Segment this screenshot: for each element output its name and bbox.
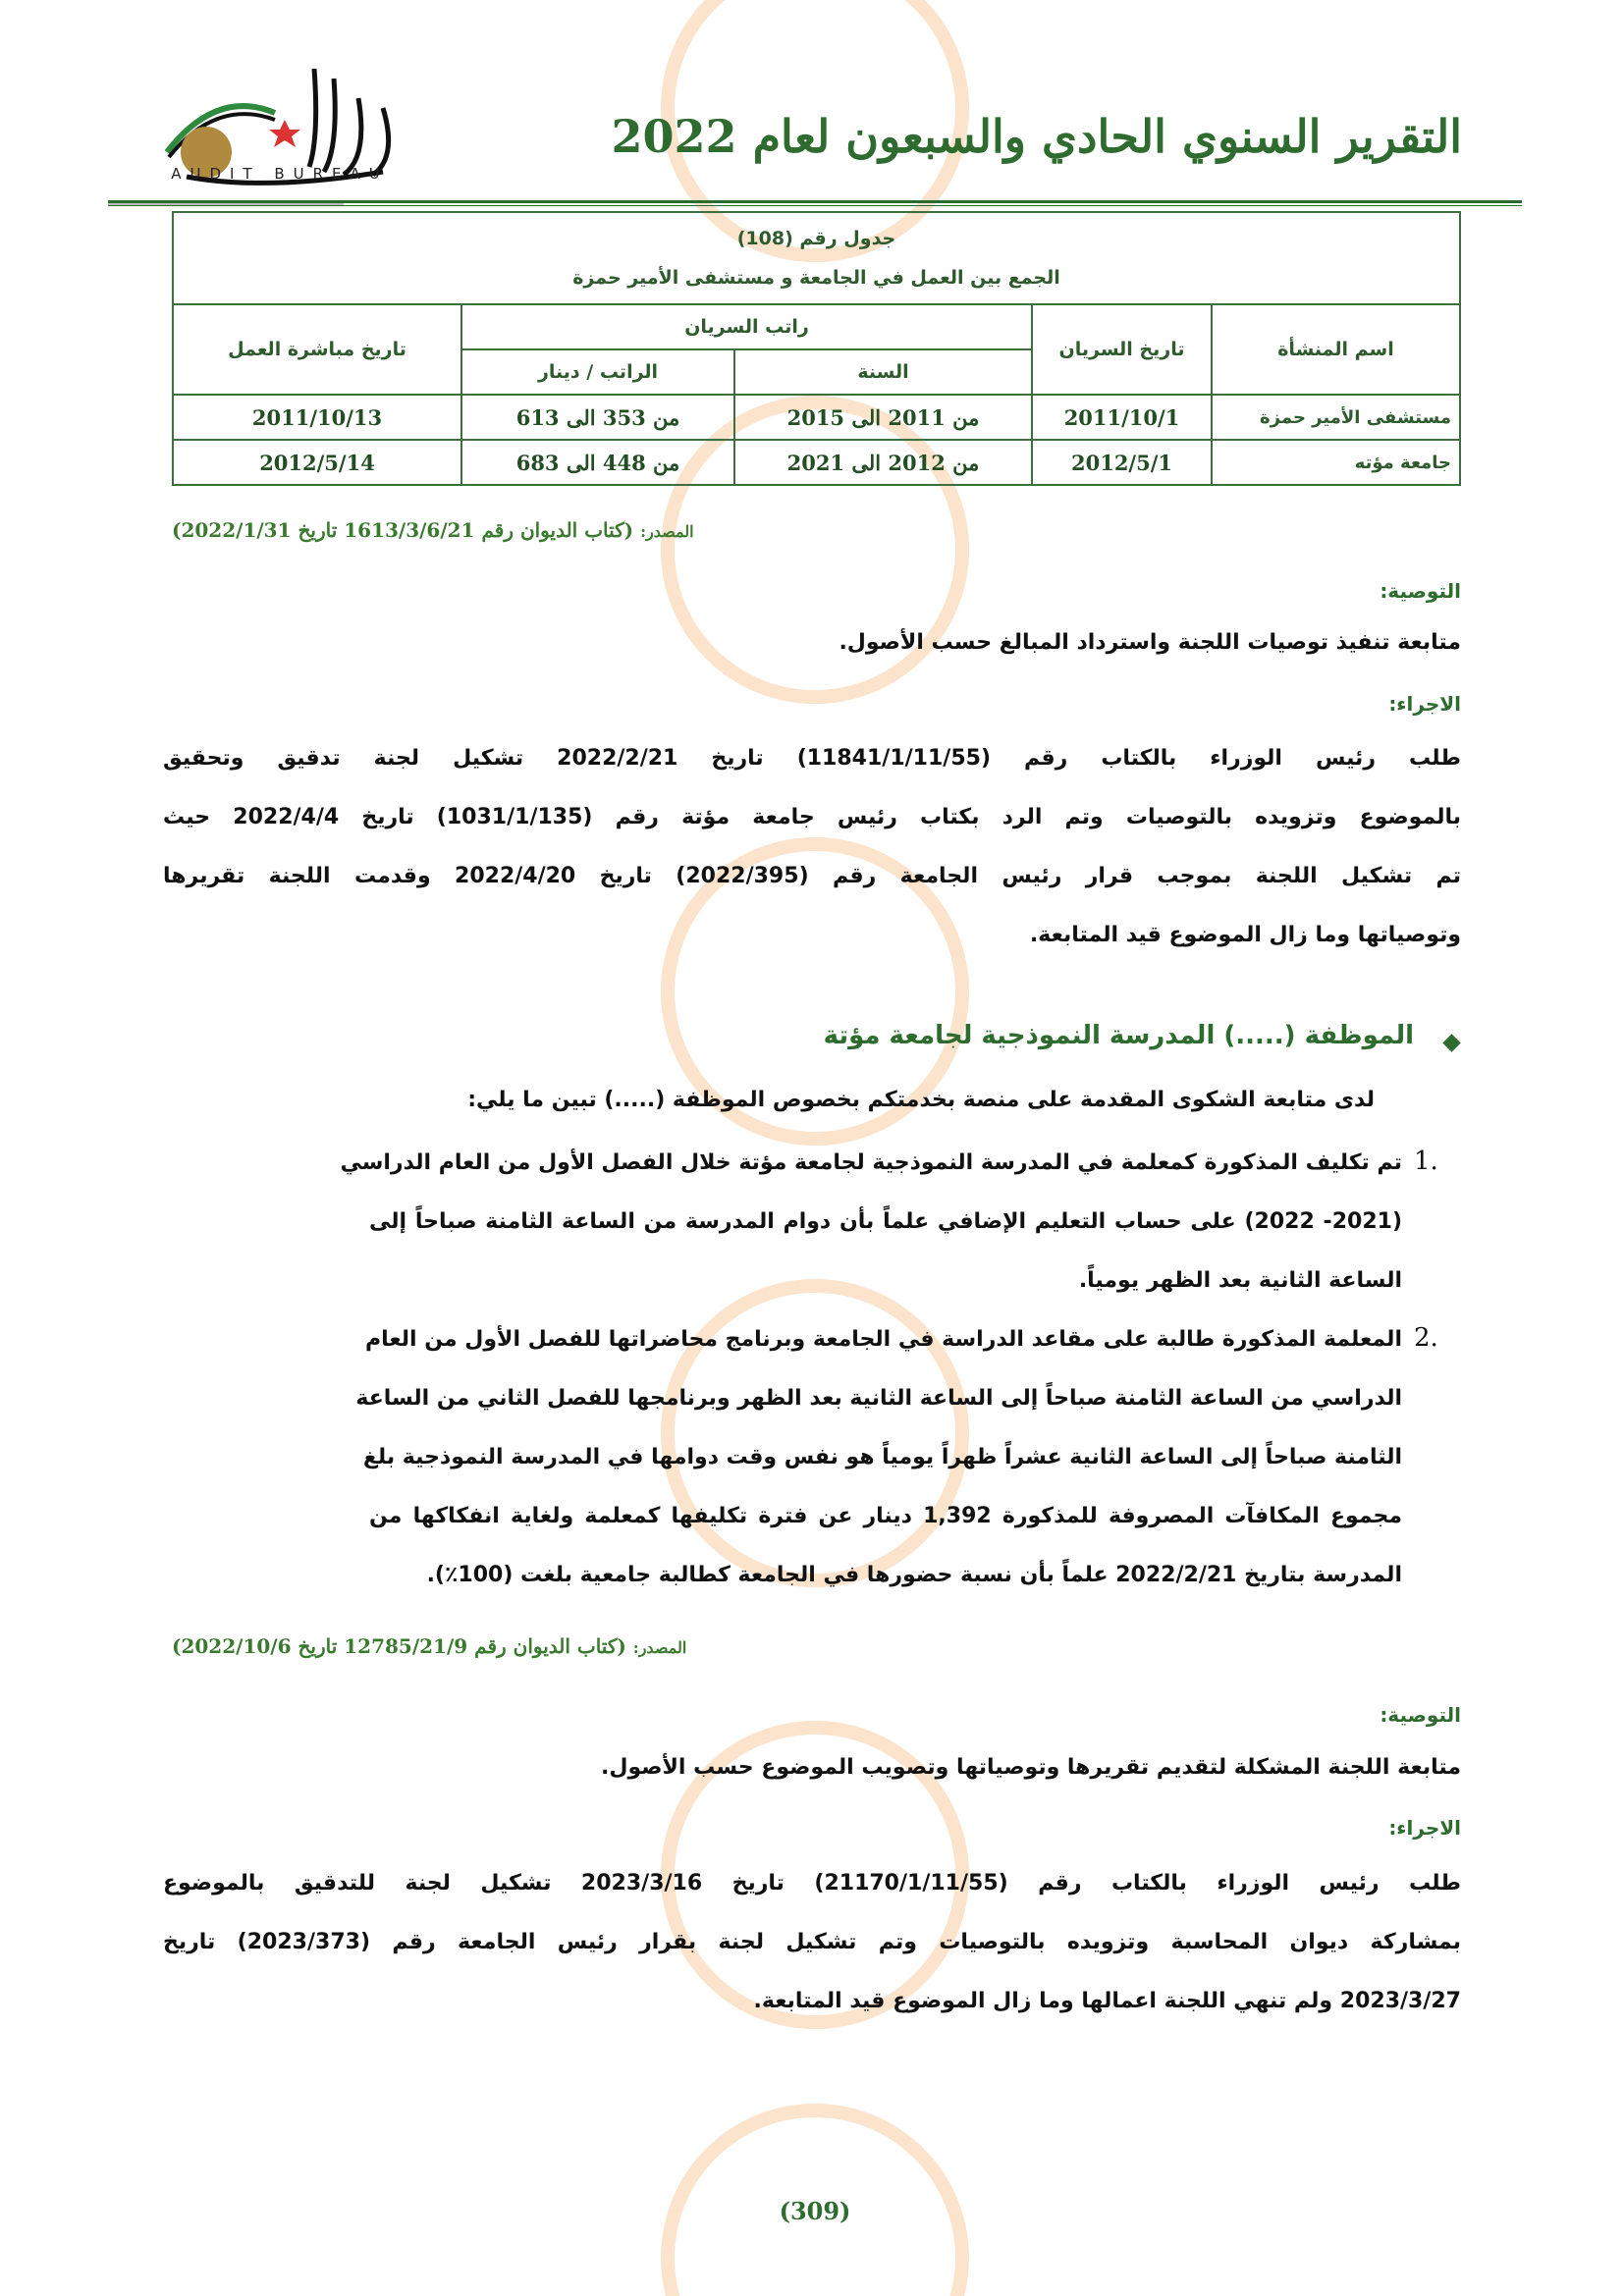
intro-text: لدى متابعة الشكوى المقدمة على منصة بخدمتكم بخصوص الموظفة (.....) تبين ما يلي: <box>467 1088 1375 1112</box>
table-row <box>173 395 1460 440</box>
report-title: التقرير السنوي الحادي والسبعون لعام 2022 <box>611 110 1462 163</box>
action-label: الاجراء: <box>1388 1816 1461 1840</box>
item-line: مجموع المكافآت المصروفة للمذكورة 1,392 دينار عن فترة تكليفها كمعلمة ولغاية انفكاكها من <box>369 1504 1402 1528</box>
source-reference <box>172 518 810 542</box>
source-text: (كتاب الديوان رقم 1613/3/6/21 تاريخ 2022/1/31) <box>172 518 634 542</box>
header-effective-salary: راتب السريان <box>461 304 1032 349</box>
bullet-diamond-icon <box>1442 1034 1460 1051</box>
action-line: بالموضوع وتزويده بالتوصيات وتم الرد بكتاب رئيس جامعة مؤتة رقم (1031/1/135) تاريخ 2022/4/4 حيث <box>163 805 1461 829</box>
header-effective-date: تاريخ السريان <box>1032 304 1212 395</box>
item-line: المعلمة المذكورة طالبة على مقاعد الدراسة في الجامعة وبرنامج محاضراتها للفصل الأول من العام <box>364 1327 1402 1352</box>
action-line: تم تشكيل اللجنة بموجب قرار رئيس الجامعة رقم (2022/395) تاريخ 2022/4/20 وقدمت اللجنة تقريرها <box>163 864 1461 888</box>
table-title: الجمع بين العمل في الجامعة و مستشفى الأمير حمزة <box>572 267 1060 289</box>
action-line: طلب رئيس الوزراء بالكتاب رقم (21170/1/11/55) تاريخ 2023/3/16 تشكيل لجنة للتدقيق بالموضوع <box>163 1871 1461 1896</box>
header-divider <box>108 200 1522 203</box>
item-line: الساعة الثانية بعد الظهر يومياً. <box>1078 1268 1402 1293</box>
cell-entity: جامعة مؤته <box>1212 440 1460 485</box>
recommendation-label: التوصية: <box>1380 1703 1461 1727</box>
section-heading: الموظفة (.....) المدرسة النموذجية لجامعة مؤتة <box>823 1021 1414 1050</box>
action-line: 2023/3/27 ولم تنهي اللجنة اعمالها وما زال الموضوع قيد المتابعة. <box>753 1989 1461 2013</box>
table-row <box>173 440 1460 485</box>
cell-salary: من 448 الى 683 <box>461 440 734 485</box>
item-number: 1. <box>1414 1147 1438 1176</box>
page-number: (309) <box>779 2197 851 2225</box>
cell-effective-date: 2011/10/1 <box>1032 395 1212 440</box>
action-label: الاجراء: <box>1388 692 1461 716</box>
header-start-date: تاريخ مباشرة العمل <box>173 304 461 395</box>
header-entity: اسم المنشأة <box>1212 304 1460 395</box>
recommendation-text: متابعة اللجنة المشكلة لتقديم تقريرها وتوصياتها وتصويب الموضوع حسب الأصول. <box>601 1755 1461 1780</box>
item-line: المدرسة بتاريخ 2022/2/21 علماً بأن نسبة حضورها في الجامعة كطالبة جامعية بلغت (100٪). <box>426 1563 1402 1587</box>
source-text: (كتاب الديوان رقم 12785/21/9 تاريخ 2022/10/6) <box>172 1634 626 1658</box>
action-line: وتوصياتها وما زال الموضوع قيد المتابعة. <box>1029 923 1461 947</box>
header-salary: الراتب / دينار <box>461 349 734 395</box>
recommendation-label: التوصية: <box>1380 579 1461 603</box>
source-label: المصدر: <box>632 1638 687 1657</box>
cell-year: من 2011 الى 2015 <box>734 395 1032 440</box>
header-divider-thin <box>108 205 1522 206</box>
recommendation-text: متابعة تنفيذ توصيات اللجنة واسترداد المبالغ حسب الأصول. <box>839 630 1461 655</box>
cell-effective-date: 2012/5/1 <box>1032 440 1212 485</box>
item-line: (2021- 2022) على حساب التعليم الإضافي علماً بأن دوام المدرسة من الساعة الثامنة صباحاً إلى <box>369 1209 1402 1234</box>
table-caption <box>173 212 1460 304</box>
item-number: 2. <box>1414 1323 1438 1353</box>
table-number: جدول رقم (108) <box>736 228 896 249</box>
logo-english-text: AUDIT BUREAU <box>171 165 389 183</box>
source-label: المصدر: <box>640 522 694 541</box>
action-line: بمشاركة ديوان المحاسبة وتزويده بالتوصيات وتم تشكيل لجنة بقرار رئيس الجامعة رقم (2023/373) تاريخ <box>163 1930 1461 1954</box>
cell-salary: من 353 الى 613 <box>461 395 734 440</box>
header-year: السنة <box>734 349 1032 395</box>
cell-entity: مستشفى الأمير حمزة <box>1212 395 1460 440</box>
source-reference <box>172 1634 810 1658</box>
action-line: طلب رئيس الوزراء بالكتاب رقم (11841/1/11/55) تاريخ 2022/2/21 تشكيل لجنة تدقيق وتحقيق <box>163 746 1461 771</box>
cell-start-date: 2012/5/14 <box>173 440 461 485</box>
item-line: تم تكليف المذكورة كمعلمة في المدرسة النموذجية لجامعة مؤتة خلال الفصل الأول من العام الدراسي <box>340 1150 1402 1175</box>
cell-year: من 2012 الى 2021 <box>734 440 1032 485</box>
cell-start-date: 2011/10/13 <box>173 395 461 440</box>
item-line: الدراسي من الساعة الثامنة صباحاً إلى الساعة الثانية بعد الظهر وبرنامجها للفصل الثاني من الساعة <box>355 1386 1402 1411</box>
item-line: الثامنة صباحاً إلى الساعة الثانية عشراً ظهراً يومياً هو نفس وقت دوامها في المدرسة النموذجية بلغ <box>362 1445 1402 1469</box>
table-108 <box>172 211 1461 486</box>
